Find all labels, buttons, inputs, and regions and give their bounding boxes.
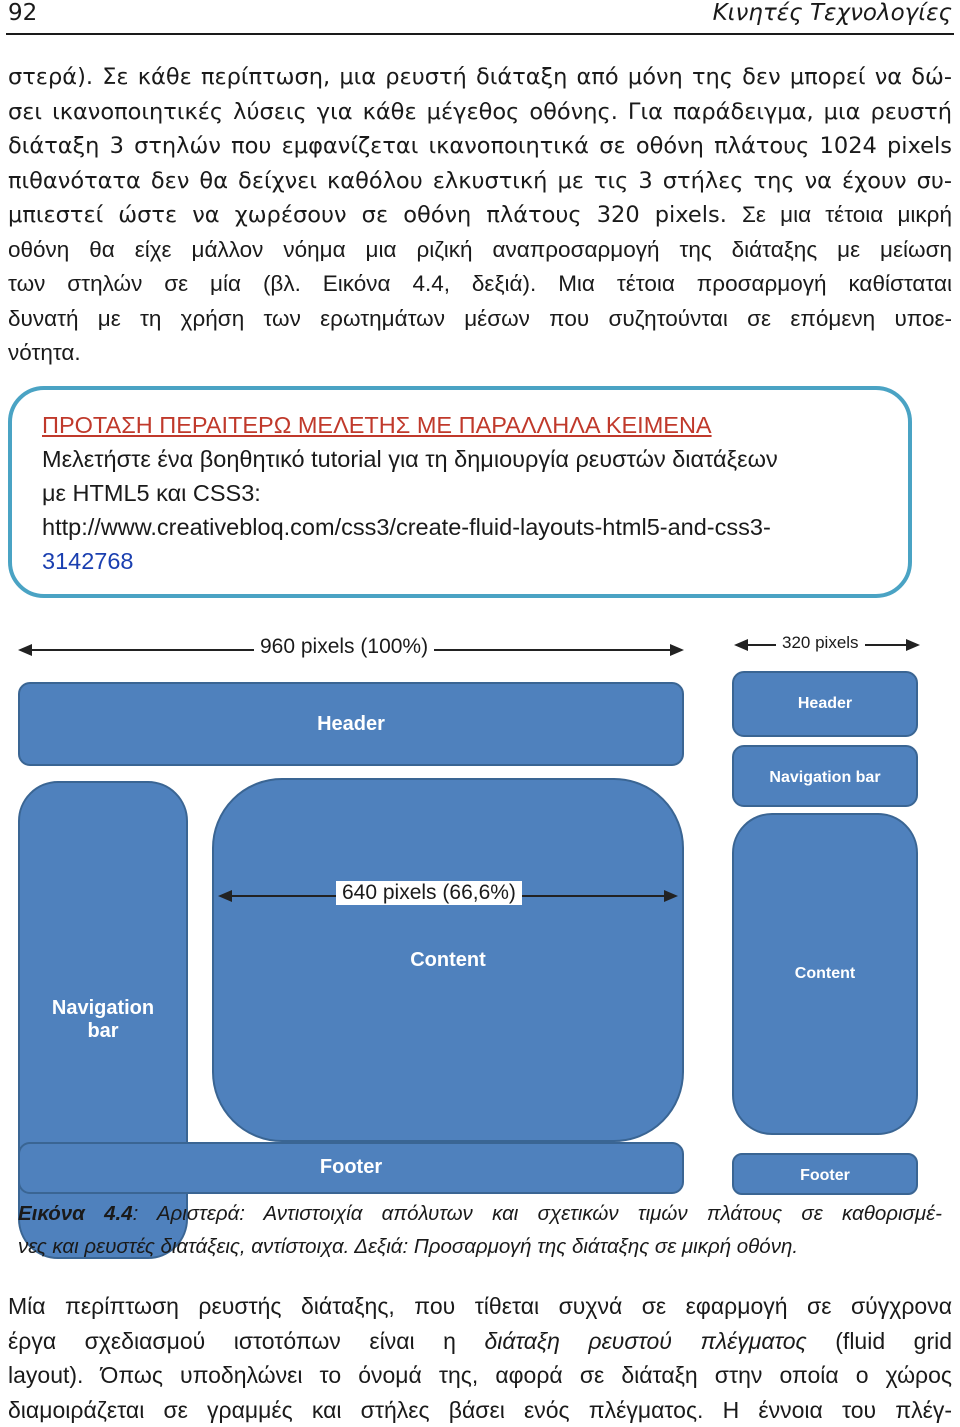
- study-note-link[interactable]: 3142768: [42, 548, 134, 574]
- header-rule: [6, 33, 954, 35]
- study-note-text: Μελετήστε ένα βοηθητικό tutorial για τη δημιουργία ρευστών διατάξεων: [42, 446, 778, 472]
- arrow-right-icon: [664, 890, 678, 902]
- figure-layouts: [0, 625, 960, 1195]
- box-label: Navigation bar: [51, 997, 155, 1042]
- text-line: των στηλών σε μία (βλ. Εικόνα 4.4, δεξιά). Μια τέτοια προσαρμογή καθίσταται: [8, 271, 952, 296]
- caption-text: : Αριστερά: Αντιστοιχία απόλυτων και σχετικών τιμών πλάτους σε καθορισμέ-: [132, 1202, 942, 1225]
- caption-label: Εικόνα 4.4: [18, 1202, 133, 1225]
- content-width-label: 640 pixels (66,6%): [336, 881, 522, 905]
- box-label: Header: [797, 695, 853, 712]
- arrow-right-icon: [906, 639, 920, 651]
- right-header-box: [732, 671, 918, 737]
- running-title: Κινητές Τεχνολογίες: [712, 0, 952, 26]
- study-note-text: με HTML5 και CSS3:: [42, 480, 261, 506]
- text-line: layout). Όπως υποδηλώνει το όνομά της, αφορά σε διάταξη στην οποία ο χώρος: [8, 1362, 952, 1388]
- left-footer-box: [18, 1142, 684, 1194]
- study-note-box: [8, 386, 912, 598]
- box-label: Footer: [800, 1167, 850, 1184]
- page-number: 92: [8, 0, 38, 26]
- box-label: Navigation bar: [769, 769, 881, 786]
- text-segment: έργα σχεδιασμού ιστοτόπων είναι η: [8, 1327, 485, 1354]
- text-line: [8, 1324, 952, 1359]
- text-segment: (fluid grid: [806, 1327, 952, 1354]
- text-line: στερά). Σε κάθε περίπτωση, μια ρευστή διάταξη από μόνη της δεν μπορεί να δώ-: [8, 64, 952, 90]
- box-label: Content: [410, 949, 486, 971]
- text-line: σει ικανοποιητικές λύσεις για κάθε μέγεθος οθόνης. Για παράδειγμα, μια ρευστή: [8, 98, 952, 125]
- box-label: Footer: [319, 1156, 383, 1178]
- right-content-box: [732, 813, 918, 1135]
- caption-line: [18, 1197, 942, 1230]
- text-line: οθόνη θα είχε μάλλον νόημα μια ριζική αναπροσαρμογή της διάταξης με μείωση: [8, 236, 952, 262]
- figure-caption: [18, 1197, 942, 1263]
- closing-paragraph: [8, 1289, 952, 1427]
- text-line: δυνατή με τη χρήση των ερωτημάτων μέσων που συζητούνται σε επόμενη υποε-: [8, 305, 952, 331]
- right-nav-box: [732, 745, 918, 807]
- right-footer-box: [732, 1153, 918, 1195]
- left-header-box: [18, 682, 684, 766]
- left-width-label: 960 pixels (100%): [254, 635, 434, 659]
- text-line: διάταξη 3 στηλών που εμφανίζεται ικανοποιητικά σε οθόνη πλάτους 1024 pixels: [8, 133, 952, 159]
- text-line: διαμοιράζεται σε γραμμές και στήλες βάσει ενός πλέγματος. Η έννοια του πλέγ-: [8, 1396, 952, 1423]
- text-segment: μπιεστεί ώστε να χωρέσουν σε οθόνη πλάτους 320 pixels.: [8, 202, 727, 228]
- text-line: πιθανότατα δεν θα δείχνει καθόλου ελκυστική με τις 3 στήλες της να έχουν συ-: [8, 167, 952, 194]
- study-note-link[interactable]: http://www.creativebloq.com/css3/create-fluid-layouts-html5-and-css3-: [42, 514, 771, 540]
- left-content-box: [212, 778, 684, 1142]
- arrow-left-icon: [218, 890, 232, 902]
- text-line: [8, 198, 952, 233]
- text-line: Μία περίπτωση ρευστής διάταξης, που τίθεται συχνά σε εφαρμογή σε σύγχρονα: [8, 1293, 952, 1319]
- text-segment: Σε μια τέτοια μικρή: [741, 202, 952, 227]
- text-line: νότητα.: [8, 340, 81, 365]
- study-note-title: ΠΡΟΤΑΣΗ ΠΕΡΑΙΤΕΡΩ ΜΕΛΕΤΗΣ ΜΕ ΠΑΡΑΛΛΗΛΑ ΚΕΙΜΕΝΑ: [42, 412, 712, 438]
- arrow-right-icon: [670, 644, 684, 656]
- arrow-left-icon: [734, 639, 748, 651]
- arrow-left-icon: [18, 644, 32, 656]
- box-label: Content: [794, 965, 856, 982]
- intro-paragraph: [8, 60, 952, 371]
- box-label: Header: [317, 712, 385, 735]
- right-width-label: 320 pixels: [776, 633, 865, 653]
- caption-line: νες και ρευστές διατάξεις, αντίστοιχα. Δεξιά: Προσαρμογή της διάταξης σε μικρή οθόνη.: [18, 1235, 799, 1258]
- emphasis-term: διάταξη ρευστού πλέγματος: [484, 1327, 807, 1354]
